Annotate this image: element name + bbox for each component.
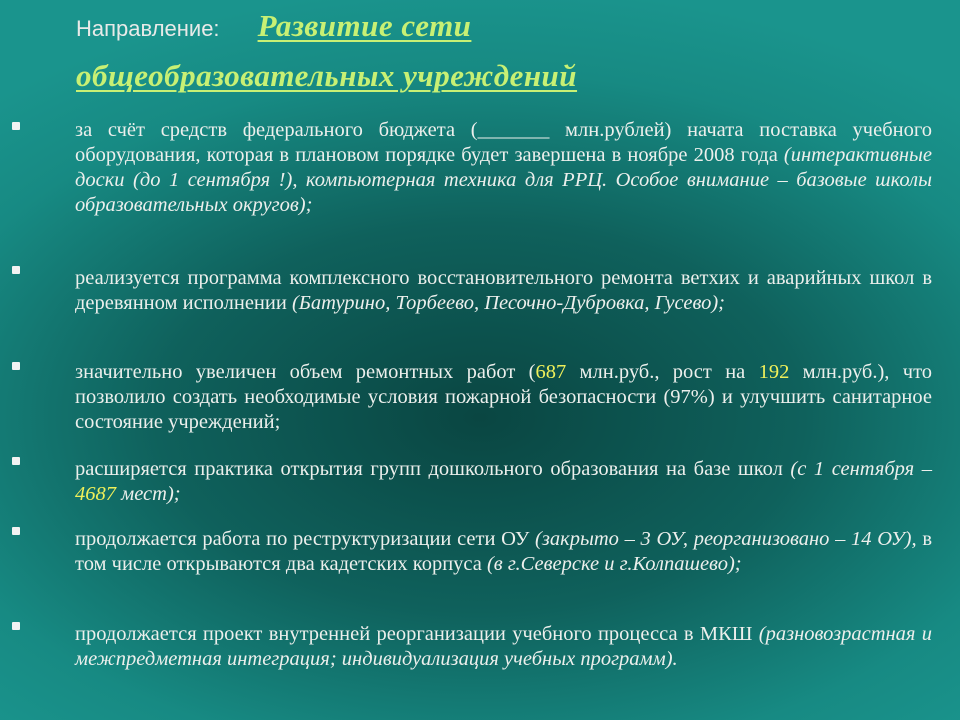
header-line-2 xyxy=(76,58,936,98)
slide-title-part-2: общеобразовательных учреждений xyxy=(76,58,578,93)
list-item-text: расширяется практика открытия групп дошкольного образования на базе школ (с 1 сентября – 4687 мест); xyxy=(75,458,932,505)
square-bullet-icon xyxy=(12,527,20,535)
square-bullet-icon xyxy=(12,457,20,465)
list-item-text: значительно увеличен объем ремонтных работ (687 млн.руб., рост на 192 млн.руб.), что позволило создать необходимые условия пожарной безопасности (97%) и улучшить санитарное состояние учреждений; xyxy=(75,361,933,433)
square-bullet-icon xyxy=(12,122,20,130)
repair-volume-value: 687 xyxy=(535,361,567,383)
square-bullet-icon xyxy=(12,362,20,370)
slide-title-part-1: Развитие сети xyxy=(257,8,472,43)
square-bullet-icon xyxy=(12,622,20,630)
list-item-text: за счёт средств федерального бюджета (_______ млн.рублей) начата поставка учебного оборудования, которая в плановом порядке будет завершена в ноябре 2008 года (интерактивные доски (до 1 сентября !), компьютерная техника для РРЦ. Особое внимание – базовые школы образовательных округов); xyxy=(75,119,932,216)
list-item-text: продолжается проект внутренней реорганизации учебного процесса в МКШ (разновозрастная и межпредметная интеграция; индивидуализация учебных программ). xyxy=(75,623,933,670)
slide-header xyxy=(76,8,936,98)
list-item-text: реализуется программа комплексного восстановительного ремонта ветхих и аварийных школ в деревянном исполнении (Батурино, Торбеево, Песочно-Дубровка, Гусево); xyxy=(75,267,932,314)
repair-growth-value: 192 xyxy=(758,361,790,383)
direction-label: Направление: xyxy=(76,16,220,41)
header-line-1 xyxy=(76,8,936,56)
preschool-places-value: 4687 xyxy=(75,483,116,505)
square-bullet-icon xyxy=(12,266,20,274)
list-item-text: продолжается работа по реструктуризации сети ОУ (закрыто – 3 ОУ, реорганизовано – 14 ОУ), в том числе открываются два кадетских корпуса (в г.Северске и г.Колпашево); xyxy=(75,528,932,575)
